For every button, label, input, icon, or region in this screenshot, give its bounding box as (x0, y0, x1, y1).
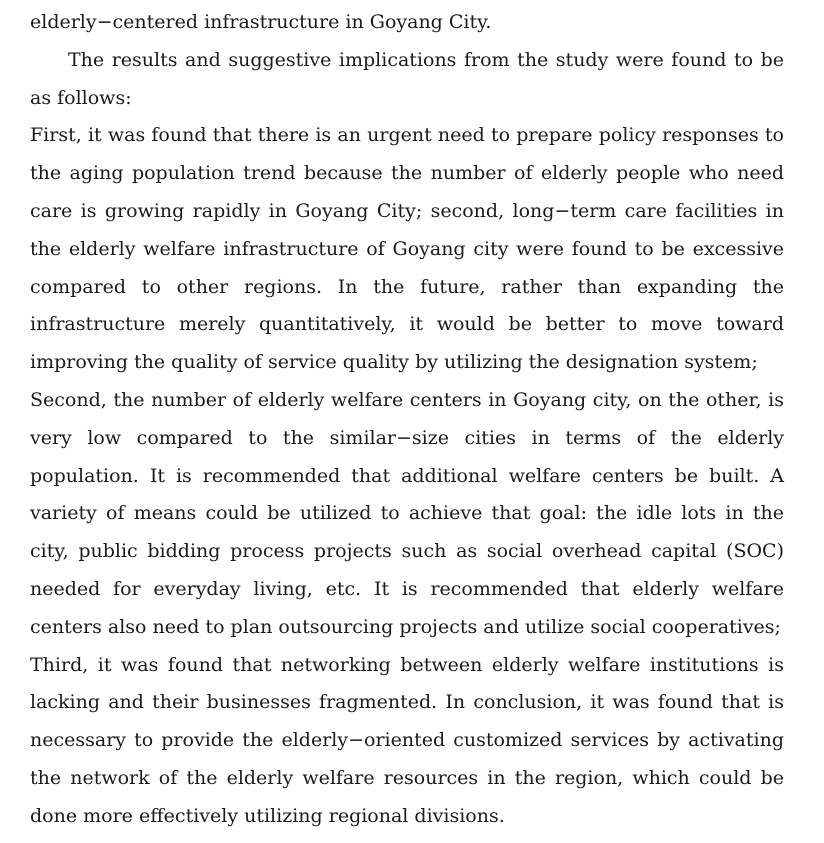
paragraph-results-intro: The results and suggestive implications from the study were found to be as follows: (30, 48, 784, 109)
paragraph-intro-fragment: elderly−centered infrastructure in Goyang City. (30, 11, 492, 33)
paragraph-second-finding: Second, the number of elderly welfare centers in Goyang city, on the other, is very low compared to the similar−size cities in terms of the elderly population. It is recommended that additional welfare centers be built. A variety of means could be utilized to achieve that goal: the idle lots in the city, public bidding process projects such as social overhead capital (SOC) needed for everyday living, etc. It is recommended that elderly welfare centers also need to plan outsourcing projects and utilize social cooperatives; (30, 388, 784, 638)
document-body (30, 4, 784, 836)
paragraph-first-finding: First, it was found that there is an urgent need to prepare policy responses to the aging population trend because the number of elderly people who need care is growing rapidly in Goyang City; second, long−term care facilities in the elderly welfare infrastructure of Goyang city were found to be excessive compared to other regions. In the future, rather than expanding the infrastructure merely quantitatively, it would be better to move toward improving the quality of service quality by utilizing the designation system; (30, 124, 784, 374)
paragraph-third-finding: Third, it was found that networking between elderly welfare institutions is lacking and their businesses fragmented. In conclusion, it was found that is necessary to provide the elderly−oriented customized services by activating the network of the elderly welfare resources in the region, which could be done more effectively utilizing regional divisions. (30, 653, 784, 827)
